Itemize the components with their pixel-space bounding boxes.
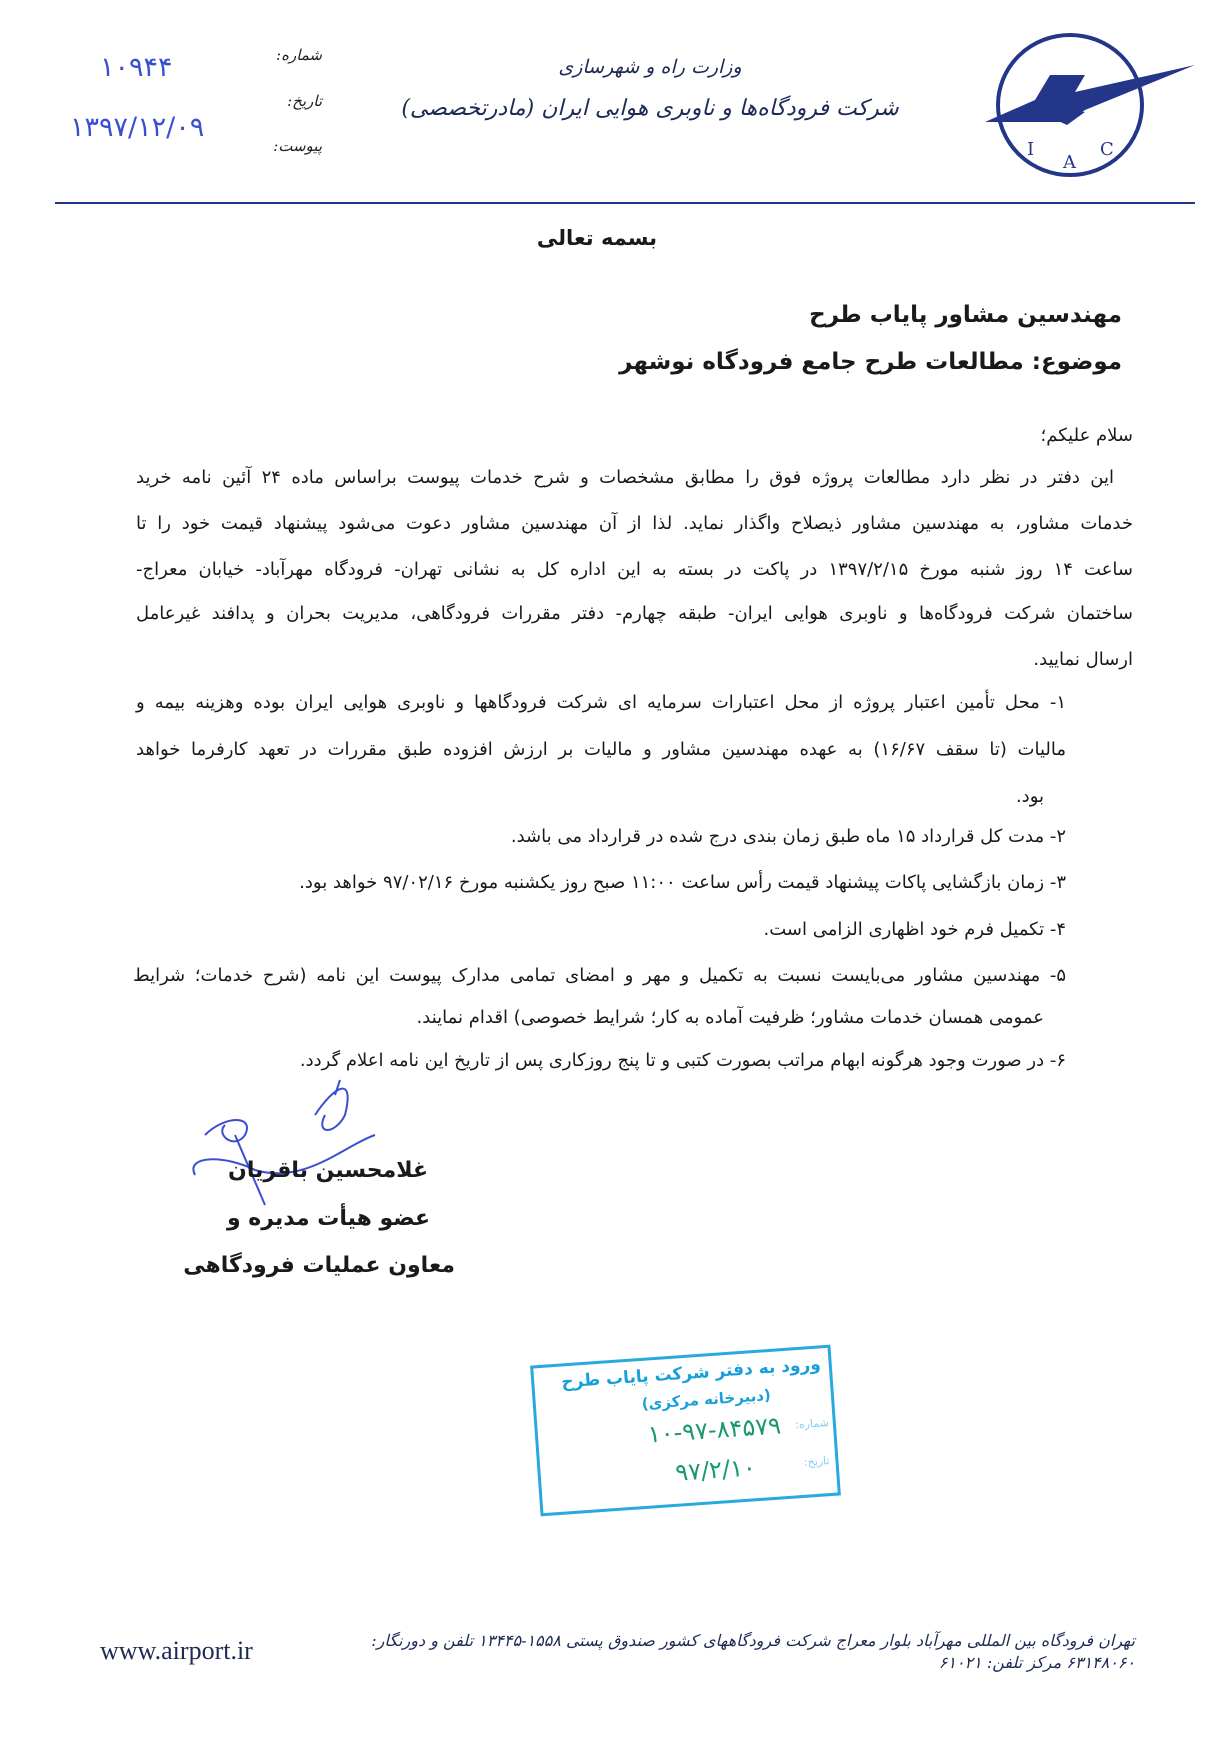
body-line: ساختمان شرکت فرودگاه‌ها و ناوبری هوایی ایران- طبقه چهارم- دفتر مقررات فرودگاهی، مدیریت بحران و پدافند غیرعامل — [136, 603, 1133, 624]
stamp-date-label: تاریخ: — [803, 1454, 830, 1469]
company-name: شرکت فرودگاه‌ها و ناوبری هوایی ایران (مادرتخصصی) — [401, 96, 899, 121]
item-1-line: مالیات (تا سقف ۱۶/۶۷) به عهده مهندسین مشاور و مالیات بر ارزش افزوده طبق مقررات در تعهد کارفرما خواهد — [136, 739, 1066, 760]
stamp-date-value: ۹۷/۲/۱۰ — [674, 1453, 757, 1487]
footer-address: تهران فرودگاه بین المللی مهرآباد بلوار معراج شرکت فرودگاههای کشور صندوق پستی ۱۵۵۸-۱۳۴۴۵ تلفن و دورنگار: ۶۳۱۴۸۰۶۰ مرکز تلفن: ۶۱۰۲۱ — [371, 1631, 1135, 1672]
body-line: خدمات مشاور، به مهندسین مشاور ذیصلاح واگذار نماید. لذا از آن مهندسین مشاور دعوت می‌شود پیشنهاد قیمت خود را تا — [136, 513, 1133, 534]
greeting: سلام علیکم؛ — [1040, 425, 1133, 446]
ministry-name: وزارت راه و شهرسازی — [558, 56, 742, 78]
letter-number: ۱۰۹۴۴ — [100, 52, 173, 83]
stamp-title: ورود به دفتر شرکت پایاب طرح — [560, 1354, 822, 1393]
item-2: ۲- مدت کل قرارداد ۱۵ ماه طبق زمان بندی درج شده در قرارداد می باشد. — [510, 826, 1066, 847]
item-5-line: ۵- مهندسین مشاور می‌بایست نسبت به تکمیل و مهر و امضای تمامی مدارک پیوست این نامه (شرح خدمات؛ شرایط — [133, 965, 1066, 986]
body-line: ساعت ۱۴ روز شنبه مورخ ۱۳۹۷/۲/۱۵ در پاکت در بسته به این اداره کل به نشانی تهران- فرودگاه مهرآباد- خیابان معراج- — [136, 559, 1134, 580]
body-line: ارسال نمایید. — [1033, 649, 1133, 670]
logo-letter: C — [1100, 139, 1114, 160]
number-label: شماره: — [276, 46, 322, 64]
received-stamp — [530, 1345, 841, 1517]
item-1-line: بود. — [1015, 786, 1044, 807]
logo-letter: A — [1063, 152, 1076, 173]
letter-date: ۱۳۹۷/۱۲/۰۹ — [70, 112, 205, 143]
item-1-line: ۱- محل تأمین اعتبار پروژه از محل اعتبارات سرمایه ای شرکت فرودگاهها و ناوبری هوایی ایران بوده وهزینه بیمه و — [136, 692, 1066, 713]
recipient: مهندسین مشاور پایاب طرح — [809, 302, 1122, 328]
item-5-line: عمومی همسان خدمات مشاور؛ ظرفیت آماده به کار؛ شرایط خصوصی) اقدام نمایند. — [416, 1007, 1044, 1028]
handwritten-signature — [185, 1075, 415, 1215]
stamp-number-value: ۱۰-۹۷-۸۴۵۷۹ — [646, 1411, 782, 1449]
stamp-subtitle: (دبیرخانه مرکزی) — [641, 1385, 772, 1413]
signatory-title-1: عضو هیأت مدیره و — [226, 1206, 430, 1231]
logo-letter: I — [1027, 139, 1035, 160]
signatory-name: غلامحسین باقریان — [228, 1158, 428, 1183]
header-divider — [55, 202, 1195, 204]
item-6: ۶- در صورت وجود هرگونه ابهام مراتب بصورت کتبی و تا پنج روزکاری پس از تاریخ این نامه اعلام گردد. — [299, 1050, 1066, 1071]
subject: موضوع: مطالعات طرح جامع فرودگاه نوشهر — [619, 349, 1122, 375]
iac-logo — [975, 30, 1200, 180]
stamp-number-label: شماره: — [794, 1416, 830, 1432]
date-label: تاریخ: — [287, 92, 322, 110]
invocation: بسمه تعالی — [536, 226, 658, 250]
footer-website[interactable]: www.airport.ir — [100, 1636, 253, 1665]
body-line: این دفتر در نظر دارد مطالعات پروژه فوق را مطابق مشخصات و شرح خدمات پیوست براساس ماده ۲۴ آئین نامه خرید — [136, 467, 1114, 488]
signatory-title-2: معاون عملیات فرودگاهی — [183, 1253, 455, 1278]
item-3: ۳- زمان بازگشایی پاکات پیشنهاد قیمت رأس ساعت ۱۱:۰۰ صبح روز یکشنبه مورخ ۹۷/۰۲/۱۶ خواهد بود. — [299, 872, 1066, 893]
attachment-label: پیوست: — [273, 137, 322, 155]
item-4: ۴- تکمیل فرم خود اظهاری الزامی است. — [763, 919, 1066, 940]
